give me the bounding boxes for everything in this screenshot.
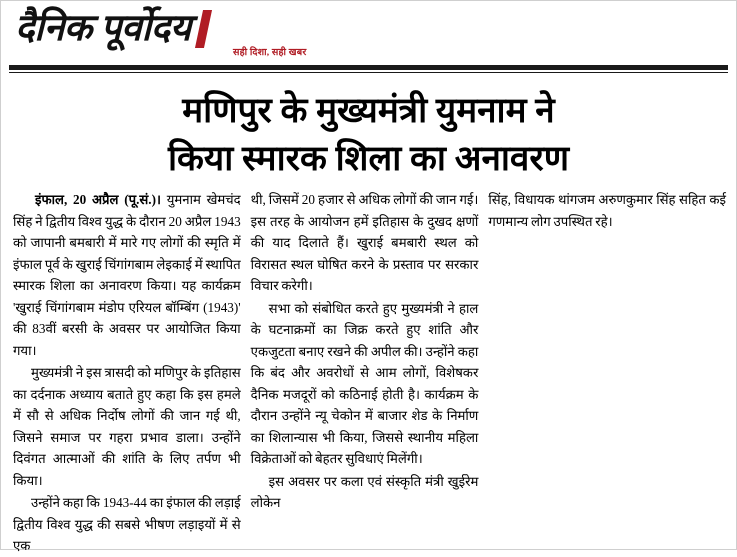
article-body [13, 189, 726, 557]
paragraph-text: सिंह, विधायक थांगजम अरुणकुमार सिंह सहित कई गणमान्य लोग उपस्थित रहे। [488, 192, 726, 229]
paragraph [13, 492, 241, 557]
article-column-1 [13, 189, 251, 557]
newspaper-title: दैनिक पूर्वोदय [15, 8, 191, 49]
masthead-accent-bar [195, 10, 212, 48]
article-headline [13, 87, 724, 183]
paragraph [13, 362, 241, 491]
article-dateline: इंफाल, 20 अप्रैल (पू.सं.)। [35, 192, 161, 207]
masthead-divider-thick [9, 65, 728, 70]
headline-line-1: मणिपुर के मुख्यमंत्री युमनाम ने [182, 91, 555, 130]
paragraph-text: इस अवसर पर कला एवं संस्कृति मंत्री खुईरेम लोकेन [250, 473, 479, 510]
paragraph [251, 298, 479, 470]
paragraph [251, 471, 479, 514]
article-column-3 [488, 189, 726, 232]
masthead-tagline: सही दिशा, सही खबर [233, 48, 307, 58]
headline-line-2: किया स्मारक शिला का अनावरण [167, 139, 570, 178]
paragraph-text: उन्होंने कहा कि 1943-44 का इंफाल की लड़ाई द्वितीय विश्व युद्ध की सबसे भीषण लड़ाइयों में से एक [13, 495, 241, 553]
paragraph-text: युमनाम खेमचंद सिंह ने द्वितीय विश्व युद्ध के दौरान 20 अप्रैल 1943 को जापानी बमबारी में मारे गए लोगों की स्मृति में इंफाल पूर्व के खुराई चिंगांगबाम लेइकाई में स्थापित स्मारक शिला का अनावरण किया। यह कार्यक्रम 'खुराई चिंगांगबाम मंडोप एरियल बॉम्बिंग (1943)' की 83वीं बरसी के अवसर पर आयोजित किया गया। [13, 192, 241, 358]
article-column-2 [251, 189, 489, 514]
masthead-divider-thin [9, 72, 728, 73]
paragraph [251, 189, 479, 297]
masthead [1, 1, 736, 63]
paragraph-text: थी, जिसमें 20 हजार से अधिक लोगों की जान गई। इस तरह के आयोजन हमें इतिहास के दुखद क्षणों की याद दिलाते हैं। खुराई बमबारी स्थल को विरासत स्थल घोषित करने के प्रस्ताव पर सरकार विचार करेगी। [250, 192, 479, 293]
paragraph-text: सभा को संबोधित करते हुए मुख्यमंत्री ने हाल के घटनाक्रमों का जिक्र करते हुए शांति और एकजुटता बनाए रखने की अपील की। उन्होंने कहा कि बंद और अवरोधों से आम लोगों, विशेषकर दैनिक मजदूरों को कठिनाई होती है। कार्यक्रम के दौरान उन्होंने न्यू चेकोन में बाजार शेड के निर्माण का शिलान्यास भी किया, जिससे स्थानीय महिला विक्रेताओं को बेहतर सुविधाएं मिलेंगी। [250, 300, 479, 466]
paragraph-text: मुख्यमंत्री ने इस त्रासदी को मणिपुर के इतिहास का दर्दनाक अध्याय बताते हुए कहा कि इस हमले में सौ से अधिक निर्दोष लोगों की जान गई थी, जिसने समाज पर गहरा प्रभाव डाला। उन्होंने दिवंगत आत्माओं की शांति के लिए तर्पण भी किया। [13, 365, 241, 488]
paragraph [13, 189, 241, 361]
paragraph [488, 189, 726, 232]
